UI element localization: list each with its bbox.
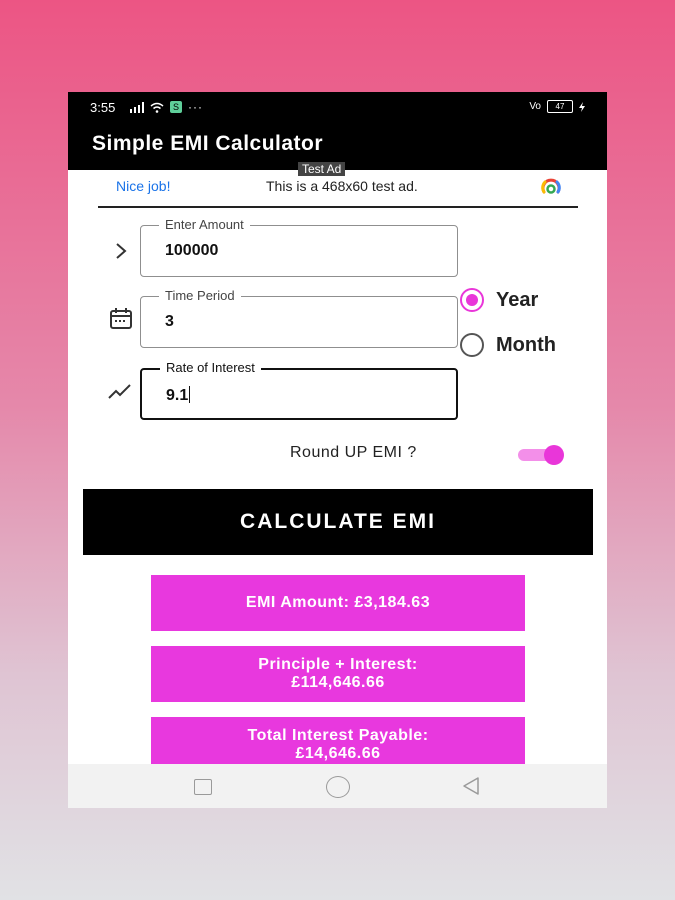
home-icon[interactable] [326, 776, 350, 798]
app-title: Simple EMI Calculator [92, 132, 324, 155]
time-period-label: Time Period [159, 288, 241, 303]
more-notifications-icon: ··· [188, 100, 203, 114]
principle-interest-label: Principle + Interest: [258, 656, 418, 673]
status-time: 3:55 [90, 100, 116, 115]
recent-apps-icon[interactable] [194, 779, 212, 795]
round-up-label: Round UP EMI ? [290, 444, 417, 461]
text-cursor [189, 386, 190, 403]
time-period-field[interactable] [140, 288, 458, 348]
radio-month-label: Month [496, 333, 556, 356]
back-icon[interactable] [460, 776, 482, 796]
ad-banner[interactable] [98, 162, 578, 208]
amount-label: Enter Amount [159, 217, 250, 232]
radio-month[interactable] [460, 333, 556, 357]
ad-label: Test Ad [298, 162, 345, 176]
rate-of-interest-label: Rate of Interest [160, 360, 261, 375]
radio-year-indicator[interactable] [460, 288, 484, 312]
time-period-value: 3 [165, 313, 174, 330]
notification-app-icon: S [170, 101, 182, 113]
total-interest-label: Total Interest Payable: [247, 727, 429, 744]
calculate-emi-button[interactable]: CALCULATE EMI [83, 489, 593, 555]
status-icons-left [130, 100, 203, 114]
amount-value: 100000 [165, 242, 219, 259]
charging-icon [579, 102, 585, 112]
volte-icon: Vo [529, 101, 541, 112]
rate-of-interest-value: 9.1 [166, 387, 189, 404]
admob-logo-icon [540, 176, 562, 198]
ad-text: This is a 468x60 test ad. [266, 178, 418, 194]
principle-interest-result [151, 646, 525, 702]
total-interest-value: £14,646.66 [295, 745, 381, 762]
status-bar [68, 92, 607, 124]
emi-amount-text: EMI Amount: £3,184.63 [245, 594, 431, 611]
emi-amount-result [151, 575, 525, 631]
radio-month-indicator[interactable] [460, 333, 484, 357]
amount-field[interactable] [140, 217, 458, 277]
chevron-right-icon [108, 238, 134, 264]
trend-line-icon [108, 378, 134, 404]
toggle-thumb [544, 445, 564, 465]
principle-interest-value: £114,646.66 [291, 674, 385, 691]
status-icons-right [529, 100, 585, 113]
ad-nice-text: Nice job! [116, 178, 171, 194]
calendar-icon [108, 306, 134, 332]
signal-icon [130, 102, 144, 113]
rate-of-interest-field[interactable] [140, 360, 458, 420]
wifi-icon [150, 102, 164, 113]
round-up-toggle[interactable] [516, 444, 566, 466]
battery-icon: 47 [547, 100, 573, 113]
radio-year-label: Year [496, 288, 539, 311]
system-nav-bar [68, 764, 607, 808]
radio-year[interactable] [460, 288, 538, 312]
phone-screen [68, 92, 607, 808]
